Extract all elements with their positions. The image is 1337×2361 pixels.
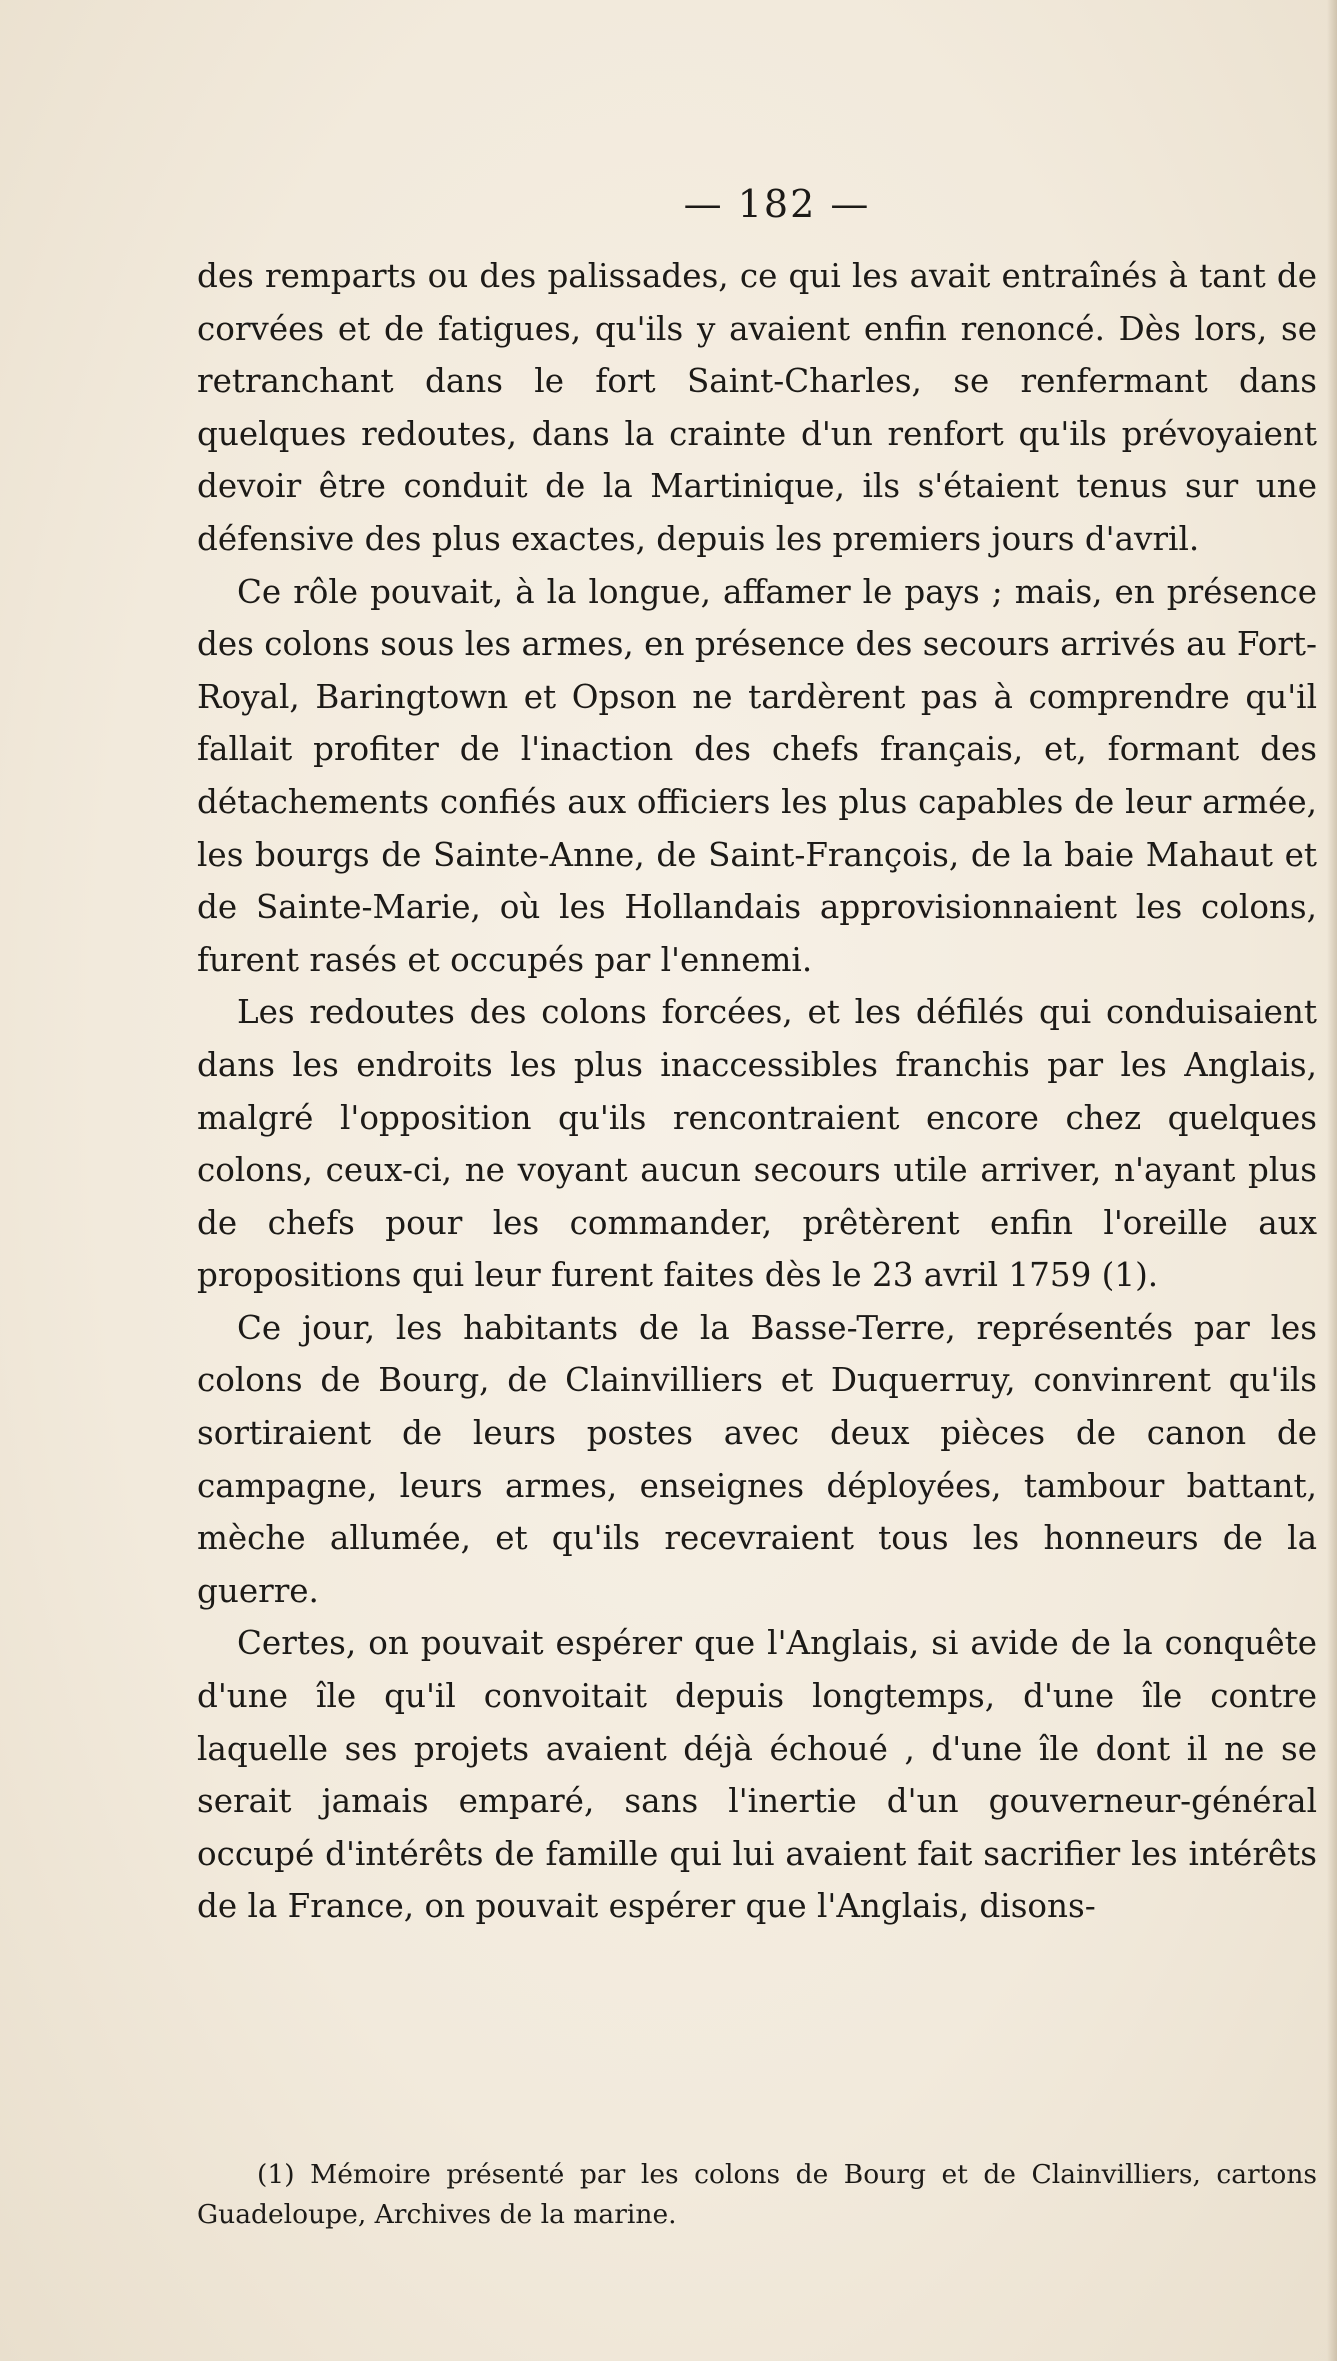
footnote: (1) Mémoire présenté par les colons de Bourg et de Clainvilliers, cartons Guadeloupe, Archives de la marine. xyxy=(197,2159,1317,2230)
paragraph-3: Les redoutes des colons forcées, et les défilés qui conduisaient dans les endroits les plus inaccessibles franchis par les Anglais, malgré l'opposition qu'ils rencontraient encore chez quelques colons, ceux-ci, ne voyant aucun secours utile arriver, n'ayant plus de chefs pour les commander, prêtèrent enfin l'oreille aux propositions qui leur furent faites dès le 23 avril 1759 (1). xyxy=(197,993,1317,1295)
page-body xyxy=(197,180,1317,1933)
paragraph-5: Certes, on pouvait espérer que l'Anglais, si avide de la conquête d'une île qu'il convoitait depuis longtemps, d'une île contre laquelle ses projets avaient déjà échoué , d'une île dont il ne se serait jamais emparé, sans l'inertie d'un gouverneur-général occupé d'intérêts de famille qui lui avaient fait sacrifier les intérêts de la France, on pouvait espérer que l'Anglais, disons- xyxy=(197,1624,1317,1926)
page-number: — 182 — xyxy=(683,182,871,226)
page-edge-shadow xyxy=(1327,0,1337,2361)
paragraph-2: Ce rôle pouvait, à la longue, affamer le pays ; mais, en présence des colons sous les armes, en présence des secours arrivés au Fort-Royal, Baringtown et Opson ne tardèrent pas à comprendre qu'il fallait profiter de l'inaction des chefs français, et, formant des détachements confiés aux officiers les plus capables de leur armée, les bourgs de Sainte-Anne, de Saint-François, de la baie Mahaut et de Sainte-Marie, où les Hollandais approvisionnaient les colons, furent rasés et occupés par l'ennemi. xyxy=(197,572,1317,979)
paragraph-4: Ce jour, les habitants de la Basse-Terre, représentés par les colons de Bourg, de Clainvilliers et Duquerruy, convinrent qu'ils sortiraient de leurs postes avec deux pièces de canon de campagne, leurs armes, enseignes déployées, tambour battant, mèche allumée, et qu'ils recevraient tous les honneurs de la guerre. xyxy=(197,1308,1317,1610)
paragraph-1: des remparts ou des palissades, ce qui les avait entraînés à tant de corvées et de fatigues, qu'ils y avaient enfin renoncé. Dès lors, se retranchant dans le fort Saint-Charles, se renfermant dans quelques redoutes, dans la crainte d'un renfort qu'ils prévoyaient devoir être conduit de la Martinique, ils s'étaient tenus sur une défensive des plus exactes, depuis les premiers jours d'avril. xyxy=(197,257,1317,558)
